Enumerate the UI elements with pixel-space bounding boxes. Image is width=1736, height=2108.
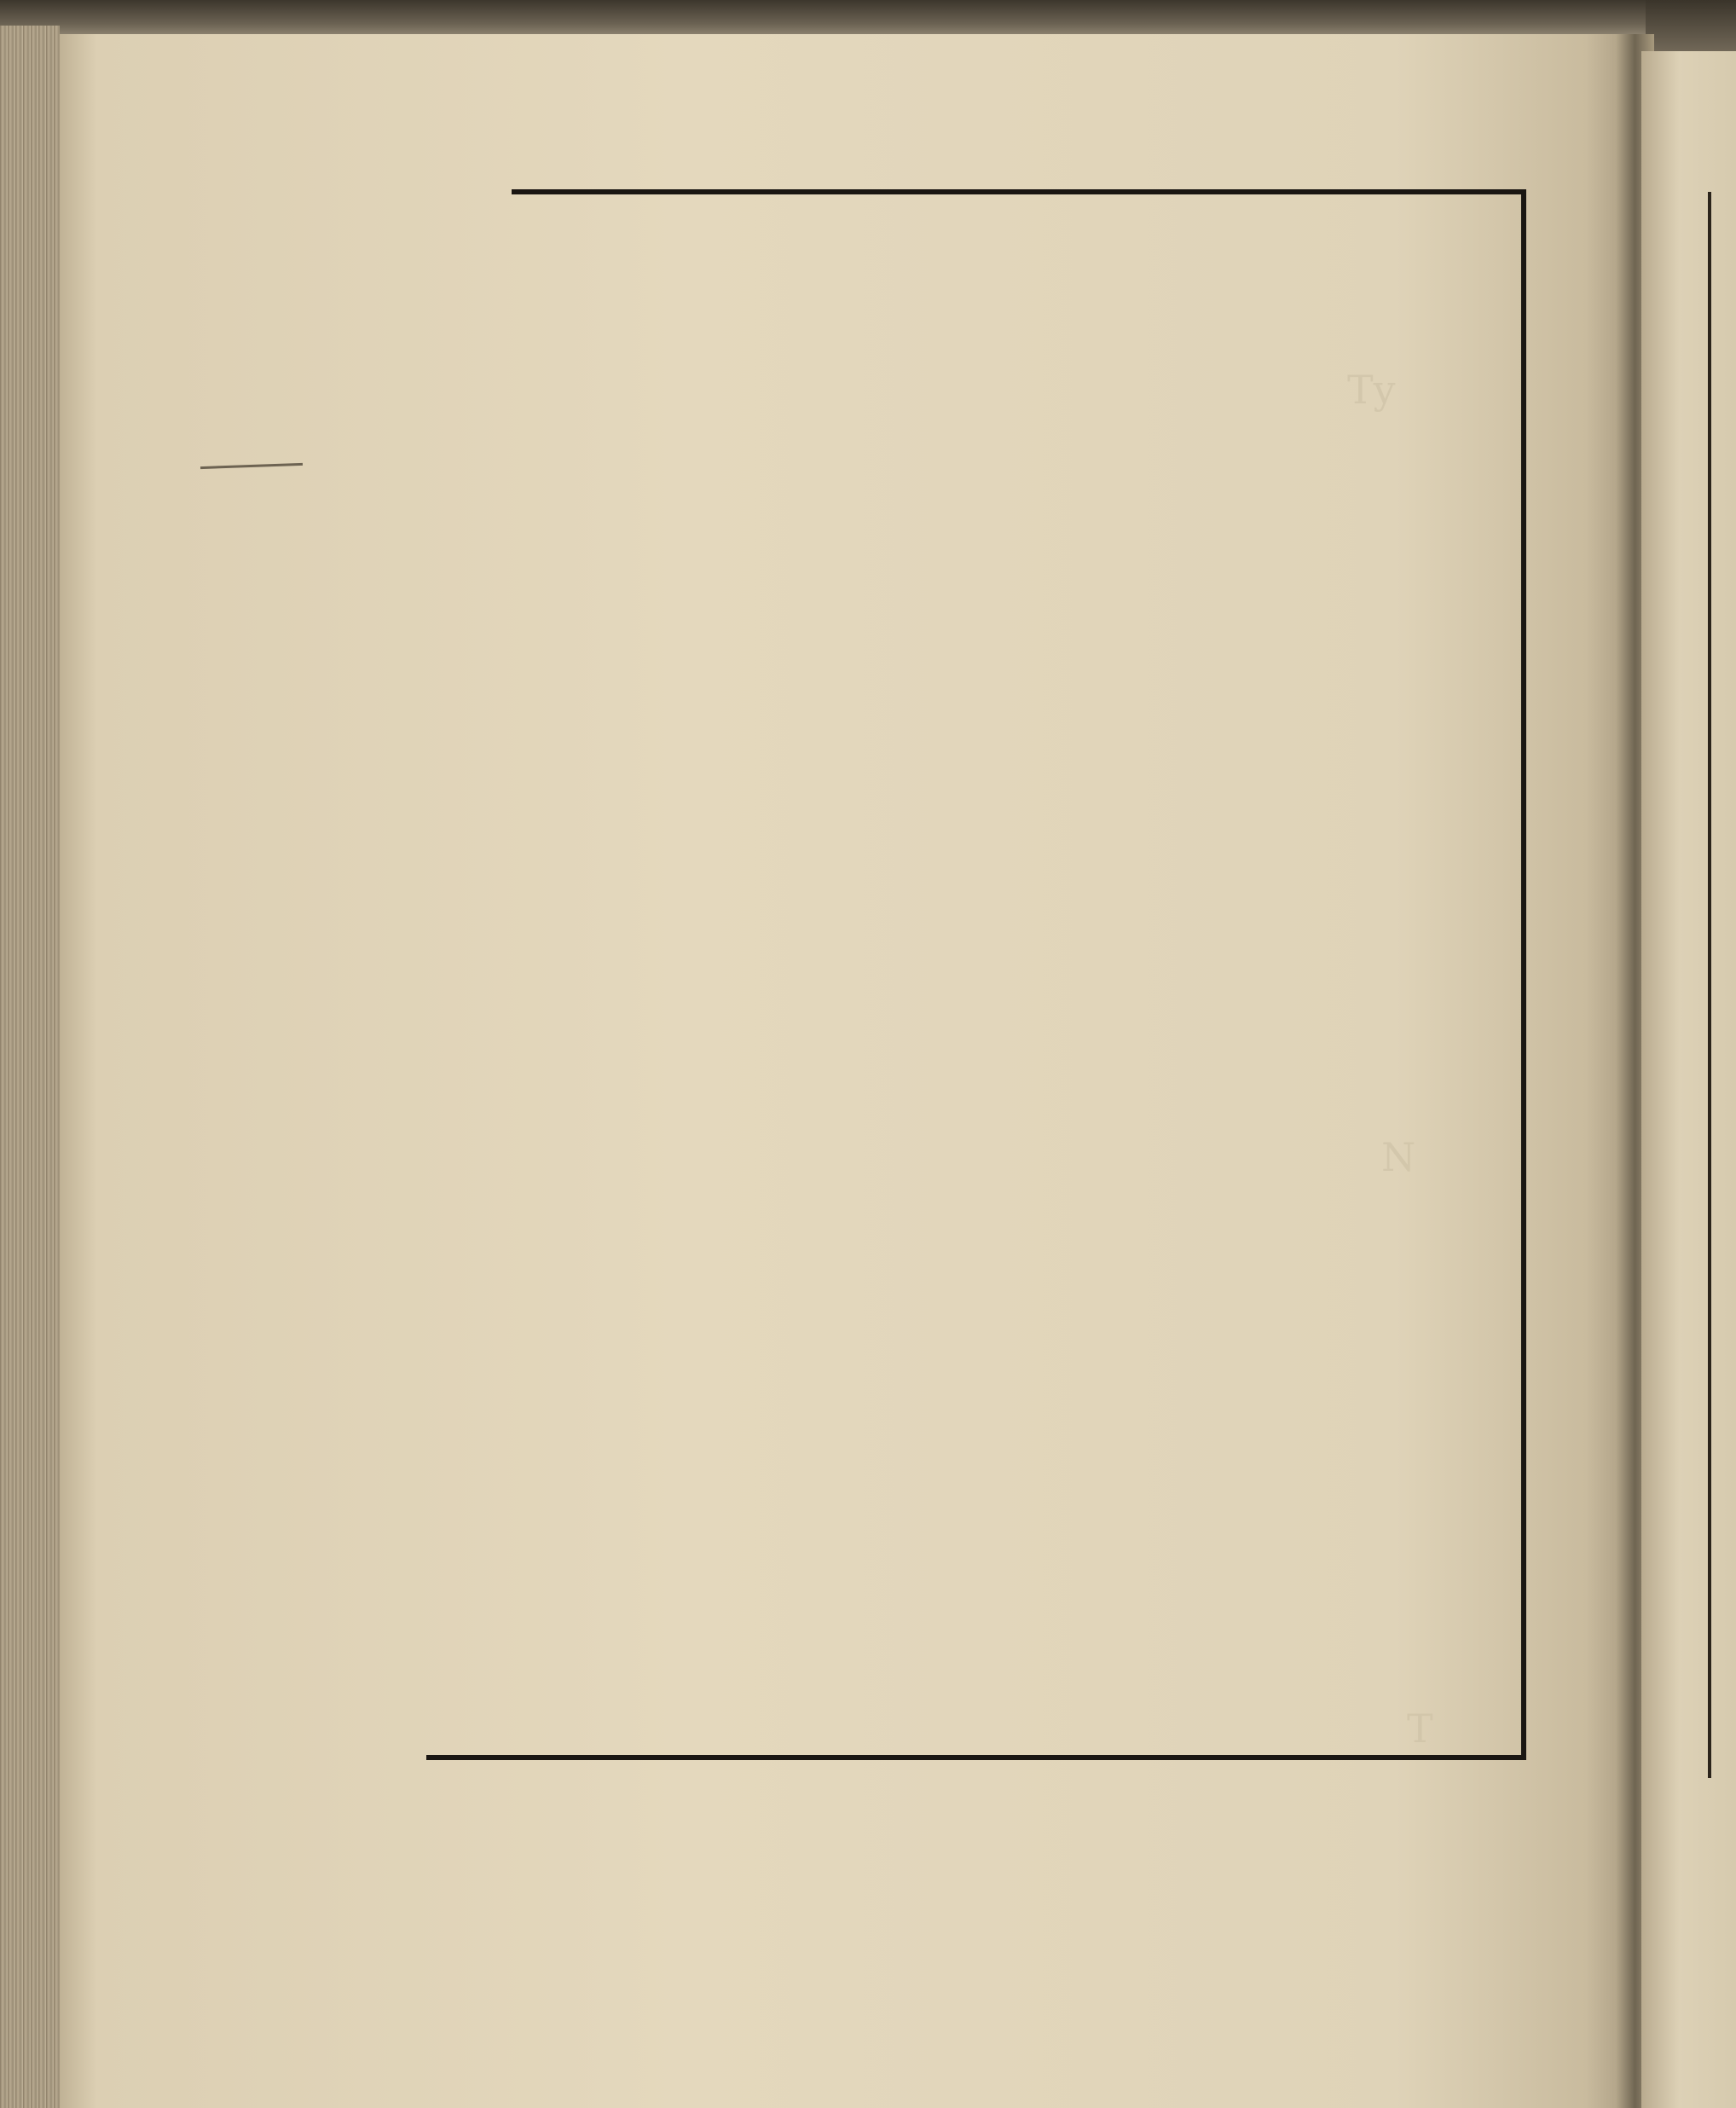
frame-rule-top: [512, 189, 1526, 194]
right-page-sliver: [1641, 51, 1736, 2108]
right-page-frame-line: [1708, 192, 1711, 1778]
show-through: T: [1407, 1706, 1433, 1752]
top-book-edge: [0, 0, 1646, 34]
frame-rule-bottom: [426, 1755, 1526, 1760]
show-through: Ty: [1347, 367, 1396, 413]
page-stack-edge: [0, 26, 60, 2108]
left-ornament-border: [365, 181, 443, 1801]
bottom-ornament-border: [435, 1620, 1525, 1752]
show-through: N: [1381, 1134, 1416, 1180]
left-page: [49, 34, 1634, 2108]
top-ornament-border: [512, 175, 1525, 243]
frame-rule-right: [1521, 194, 1526, 1759]
